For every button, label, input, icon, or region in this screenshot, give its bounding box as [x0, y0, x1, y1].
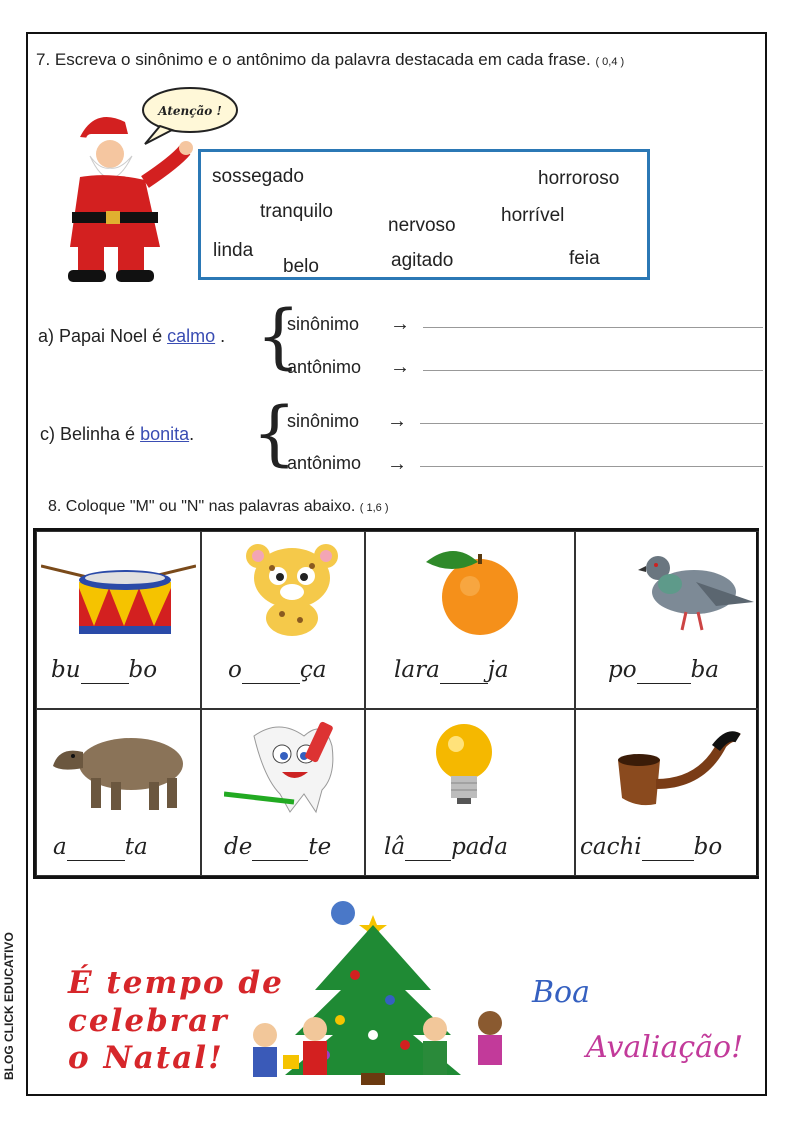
grid-cell-drum: [36, 531, 201, 709]
brace-a: {: [256, 295, 301, 377]
item-c-highlight: bonita: [140, 424, 190, 444]
drum-icon: [41, 554, 196, 634]
greeting-line-3: o Natal!: [68, 1040, 224, 1076]
word-blank-8: [580, 834, 722, 861]
word-blank-5: [53, 834, 148, 861]
grid-cell-tapir: [36, 709, 201, 876]
word-belo: belo: [283, 256, 319, 277]
arrow-icon: →: [387, 453, 407, 475]
word-part: po: [608, 657, 637, 683]
item-a-sinonimo-label: sinônimo: [287, 314, 360, 334]
blank-field[interactable]: [81, 657, 129, 684]
item-c-sinonimo-answer-line[interactable]: [420, 423, 763, 424]
tooth-icon: [224, 716, 354, 816]
blank-field[interactable]: [440, 657, 488, 684]
word-part: cachi: [580, 834, 642, 860]
tapir-icon: [49, 726, 189, 811]
grid-cell-pigeon: [575, 531, 759, 709]
word-agitado: agitado: [391, 250, 454, 271]
word-part: te: [308, 834, 332, 860]
pigeon-icon: [636, 544, 756, 634]
word-part: a: [53, 834, 67, 860]
christmas-tree-icon: [245, 895, 520, 1085]
word-tranquilo: tranquilo: [260, 201, 333, 222]
avaliacao-text: Avaliação!: [586, 1030, 744, 1065]
word-blank-1: [51, 657, 157, 684]
lightbulb-icon: [424, 720, 504, 810]
blank-field[interactable]: [637, 657, 691, 684]
word-blank-7: [384, 834, 508, 861]
item-a-sinonimo-answer-line[interactable]: [423, 327, 763, 328]
word-linda: linda: [213, 240, 254, 261]
item-a-highlight: calmo: [167, 326, 216, 346]
blank-field[interactable]: [642, 834, 694, 861]
item-a-sentence: [38, 326, 225, 347]
blank-field[interactable]: [242, 657, 300, 684]
word-grid: [33, 528, 759, 879]
word-blank-3: [394, 657, 509, 684]
blank-field[interactable]: [252, 834, 308, 861]
orange-icon: [414, 542, 524, 637]
word-blank-6: [224, 834, 331, 861]
word-bank-box: [198, 149, 650, 280]
item-c-prefix: c) Belinha é: [40, 424, 141, 444]
word-sossegado: sossegado: [212, 166, 304, 187]
word-part: lara: [394, 657, 440, 683]
bubble-text: Atenção !: [158, 104, 222, 118]
word-part: ça: [299, 657, 327, 683]
question-7-score: ( 0,4 ): [595, 56, 625, 68]
item-a-suffix: .: [215, 326, 226, 346]
item-c-suffix: .: [189, 424, 195, 444]
word-part: bo: [128, 657, 158, 683]
word-part: ja: [487, 657, 509, 683]
question-8-text: 8. Coloque "M" ou "N" nas palavras abaixo.: [48, 498, 356, 515]
word-part: ba: [690, 657, 720, 683]
greeting-line-2: celebrar: [68, 1003, 229, 1039]
question-8-title: [48, 498, 389, 516]
item-c-sinonimo-label: sinônimo: [287, 411, 360, 431]
question-8-score: ( 1,6 ): [359, 502, 389, 514]
word-horroroso: horroroso: [538, 168, 620, 189]
grid-cell-orange: [365, 531, 575, 709]
item-a-antonimo-label: antônimo: [287, 357, 362, 377]
greeting-line-1: É tempo de: [68, 965, 284, 1001]
grid-cell-lightbulb: [365, 709, 575, 876]
word-part: bo: [693, 834, 723, 860]
item-c-antonimo-label: antônimo: [287, 453, 362, 473]
arrow-icon: →: [390, 313, 410, 335]
grid-cell-tooth: [201, 709, 365, 876]
arrow-icon: →: [387, 410, 407, 432]
jaguar-icon: [232, 540, 352, 640]
word-part: o: [228, 657, 242, 683]
pipe-icon: [612, 724, 742, 809]
question-7-text: 7. Escreva o sinônimo e o antônimo da palavra destacada em cada frase.: [36, 50, 591, 69]
word-part: ta: [124, 834, 148, 860]
blank-field[interactable]: [405, 834, 451, 861]
item-c-antonimo-answer-line[interactable]: [420, 466, 763, 467]
word-blank-2: [228, 657, 326, 684]
grid-cell-pipe: [575, 709, 759, 876]
word-feia: feia: [569, 248, 600, 269]
word-part: lâ: [384, 834, 406, 860]
item-c-sentence: [40, 424, 194, 445]
question-7-title: [36, 50, 624, 70]
word-blank-4: [608, 657, 719, 684]
word-part: bu: [51, 657, 81, 683]
item-a-prefix: a) Papai Noel é: [38, 326, 168, 346]
boa-text: Boa: [532, 975, 590, 1010]
word-horrivel: horrível: [501, 205, 565, 226]
word-part: de: [224, 834, 253, 860]
arrow-icon: →: [390, 356, 410, 378]
word-part: pada: [451, 834, 508, 860]
word-nervoso: nervoso: [388, 215, 456, 236]
grid-cell-jaguar: [201, 531, 365, 709]
item-a-antonimo-answer-line[interactable]: [423, 370, 763, 371]
brace-c: {: [252, 392, 297, 474]
blank-field[interactable]: [67, 834, 125, 861]
side-blog-label: BLOG CLICK EDUCATIVO: [2, 932, 16, 1080]
